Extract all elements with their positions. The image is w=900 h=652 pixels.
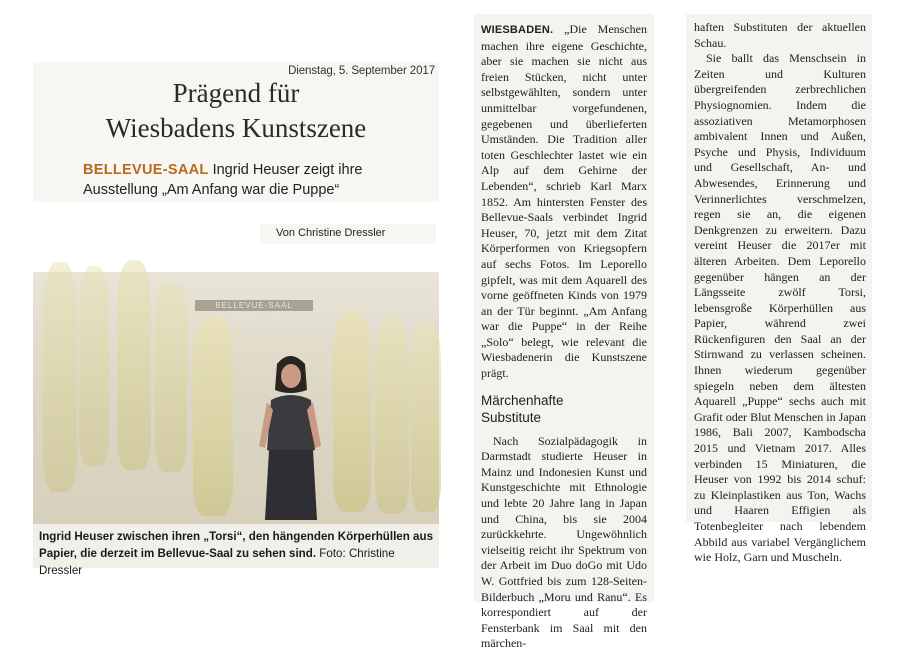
article-subtitle bbox=[83, 160, 435, 200]
paper-torso bbox=[411, 322, 441, 512]
section-subheading bbox=[481, 392, 647, 426]
paper-torso bbox=[193, 316, 233, 516]
headline-clipping bbox=[33, 62, 439, 202]
paper-torso bbox=[117, 260, 151, 470]
byline-clipping bbox=[260, 224, 436, 244]
article-paragraph bbox=[481, 22, 647, 382]
exhibition-photo bbox=[33, 272, 439, 524]
title-line-1: Prägend für bbox=[172, 78, 300, 108]
article-paragraph: Sie ballt das Menschsein in Zeiten und Kulturen übergreifenden zerbrechlichen Physiognomien. Indem die assoziativen Metamorphosen ambivalent Innen und Außen, Psyche und Physis, Individuum und Gesellschaft, An- und Abwesendes, Erinnerung und Verinnerlichtes verschmelzen, regen sie an, die eigenen Denkgrenzen zu erweitern. Dazu vereint Heuser die 2017er mit älteren Arbeiten. Dem Leporello gegenüber hängen an der Längsseite zwölf Torsi, lebensgroße Körperhüllen aus Papier, während zwei Rückenfiguren den Saal an der Stirnwand zu verlassen scheinen. Ihnen wiederum gegenüber spiegeln neben dem ältesten Aquarell „Puppe“ sechs auch mit Grafit oder Blut Menschen in Japan 1986, Bali 2007, Kambodscha 2015 und Vietnam 2017. Alles verbinden 15 Miniaturen, die Heuser von 1992 bis 2014 schuf: zu Kleinplastiken aus Ton, Wachs und Haaren Effigien als Totenbegleiter nach lebendem Abbild aus variabel Vergänglichem wie Holz, Garn und Muscheln. bbox=[694, 51, 866, 565]
subtitle-line-2: Ausstellung „Am Anfang war die Puppe“ bbox=[83, 182, 340, 198]
author-byline: Von Christine Dressler bbox=[276, 227, 386, 239]
paper-torso bbox=[155, 282, 187, 472]
article-column-2 bbox=[694, 20, 866, 566]
article-title bbox=[41, 76, 431, 146]
dateline: WIESBADEN. bbox=[481, 24, 554, 36]
article-column-1 bbox=[481, 22, 647, 652]
paper-torso bbox=[375, 318, 409, 514]
subheading-line-2: Substitute bbox=[481, 409, 542, 425]
photo-clipping bbox=[33, 272, 439, 577]
publication-date: Dienstag, 5. September 2017 bbox=[288, 65, 435, 77]
paper-torso bbox=[333, 312, 371, 512]
photo-caption bbox=[39, 528, 435, 579]
caption-text: Ingrid Heuser zwischen ihren „Torsi“, den hängenden Körperhüllen aus Papier, die derzeit im Bellevue-Saal zu sehen sind. bbox=[39, 530, 434, 560]
artist-figure bbox=[255, 350, 325, 524]
article-paragraph: haften Substituten der aktuellen Schau. bbox=[694, 20, 866, 50]
photo-credit: Foto: Christine Dressler bbox=[39, 547, 395, 577]
article-paragraph: Nach Sozialpädagogik in Darmstadt studierte Heuser in Mainz und Indonesien Kunst und Kunstgeschichte mit Ethnologie und lebte 20 Jahre lang in Japan und China, bis sie 2004 zurückkehrte. Ungewöhnlich vielseitig reicht ihr Spektrum von der Arbeit im Duo doGo mit Udo W. Gottfried bis zum 128-Seiten-Bilderbuch „Moru und Ranu“. Es korrespondiert auf der Fensterbank im Saal mit den märchen- bbox=[481, 433, 647, 651]
subtitle-line-1: Ingrid Heuser zeigt ihre bbox=[212, 162, 363, 178]
paper-torso bbox=[79, 266, 109, 466]
kicker-label: BELLEVUE-SAAL bbox=[83, 162, 209, 178]
paragraph-text: „Die Menschen machen ihre eigene Geschichte, aber sie machen sie nicht aus freien Stücken, nicht unter selbstgewählten, sondern unter unmittelbar vorgefundenen, gegebenen und überlieferten Umständen. Die Tradition aller toten Geschlechter lastet wie ein Alp auf dem Gehirne der Lebenden“, schrieb Karl Marx 1852. Am hintersten Fenster des Bellevue-Saals verbindet Ingrid Heuser, 70, jetzt mit dem Zitat Körperformen von Kriegsopfern auf sechs Fotos. Im Leporello gipfelt, was mit dem Aquarell des vorne geöffneten Kinds von 1979 an der Tür beginnt. „Am Anfang war die Puppe“ in der Reihe „Solo“ belegt, wie relevant die Wiesbadenerin die Kunstszene prägt. bbox=[481, 22, 647, 381]
paper-torso bbox=[43, 262, 77, 492]
title-line-2: Wiesbadens Kunstszene bbox=[105, 113, 367, 143]
subheading-line-1: Märchenhafte bbox=[481, 392, 564, 408]
wall-banner: BELLEVUE-SAAL AUSSTELLUNG bbox=[195, 300, 313, 311]
